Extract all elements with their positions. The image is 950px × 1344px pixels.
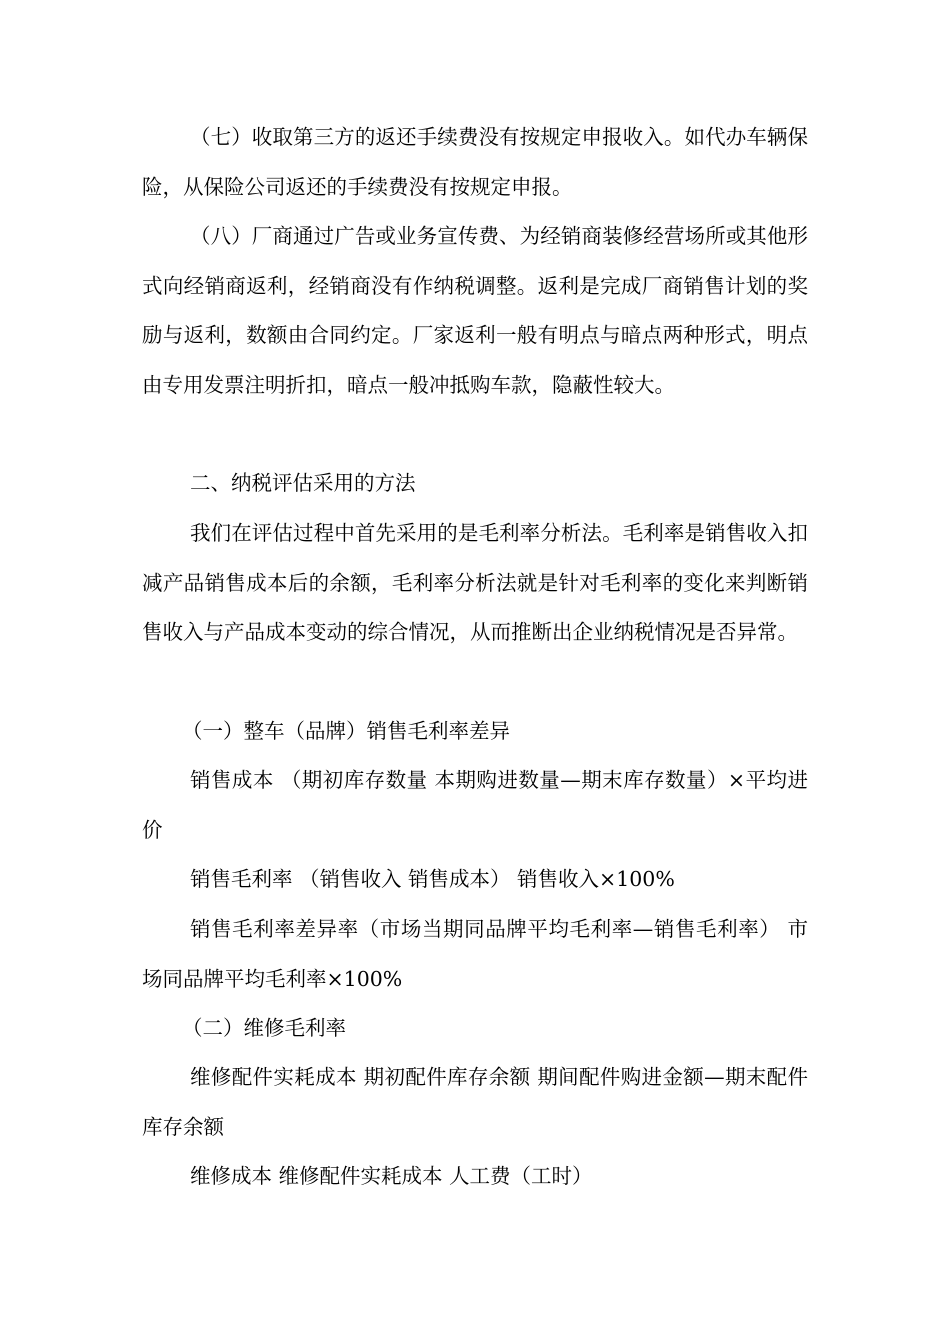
subheading-repair-margin: （二）维修毛利率 (182, 1016, 346, 1040)
formula-margin-difference-rate: 销售毛利率差异率（市场当期同品牌平均毛利率—销售毛利率） 市场同品牌平均毛利率×100% (142, 917, 808, 991)
formula-repair-cost: 维修成本 维修配件实耗成本 人工费（工时） (190, 1164, 593, 1188)
section-heading-evaluation-methods: 二、纳税评估采用的方法 (190, 471, 416, 495)
formula-parts-actual-cost: 维修配件实耗成本 期初配件库存余额 期间配件购进金额—期末配件库存余额 (142, 1065, 808, 1139)
paragraph-gross-margin-analysis: 我们在评估过程中首先采用的是毛利率分析法。毛利率是销售收入扣减产品销售成本后的余额，毛利率分析法就是针对毛利率的变化来判断销售收入与产品成本变动的综合情况，从而推断出企业纳税情况是否异常。 (142, 521, 808, 644)
paragraph-7-third-party-fees: （七）收取第三方的返还手续费没有按规定申报收入。如代办车辆保险，从保险公司返还的手续费没有按规定申报。 (142, 125, 808, 199)
paragraph-8-manufacturer-rebates: （八）厂商通过广告或业务宣传费、为经销商装修经营场所或其他形式向经销商返利，经销商没有作纳税调整。返利是完成厂商销售计划的奖励与返利，数额由合同约定。厂家返利一般有明点与暗点两种形式，明点由专用发票注明折扣，暗点一般冲抵购车款，隐蔽性较大。 (142, 224, 808, 397)
subheading-vehicle-sales-margin: （一）整车（品牌）销售毛利率差异 (182, 719, 510, 743)
formula-sales-cost: 销售成本 （期初库存数量 本期购进数量—期末库存数量）×平均进价 (142, 768, 808, 842)
formula-sales-gross-margin: 销售毛利率 （销售收入 销售成本） 销售收入×100% (190, 867, 675, 891)
